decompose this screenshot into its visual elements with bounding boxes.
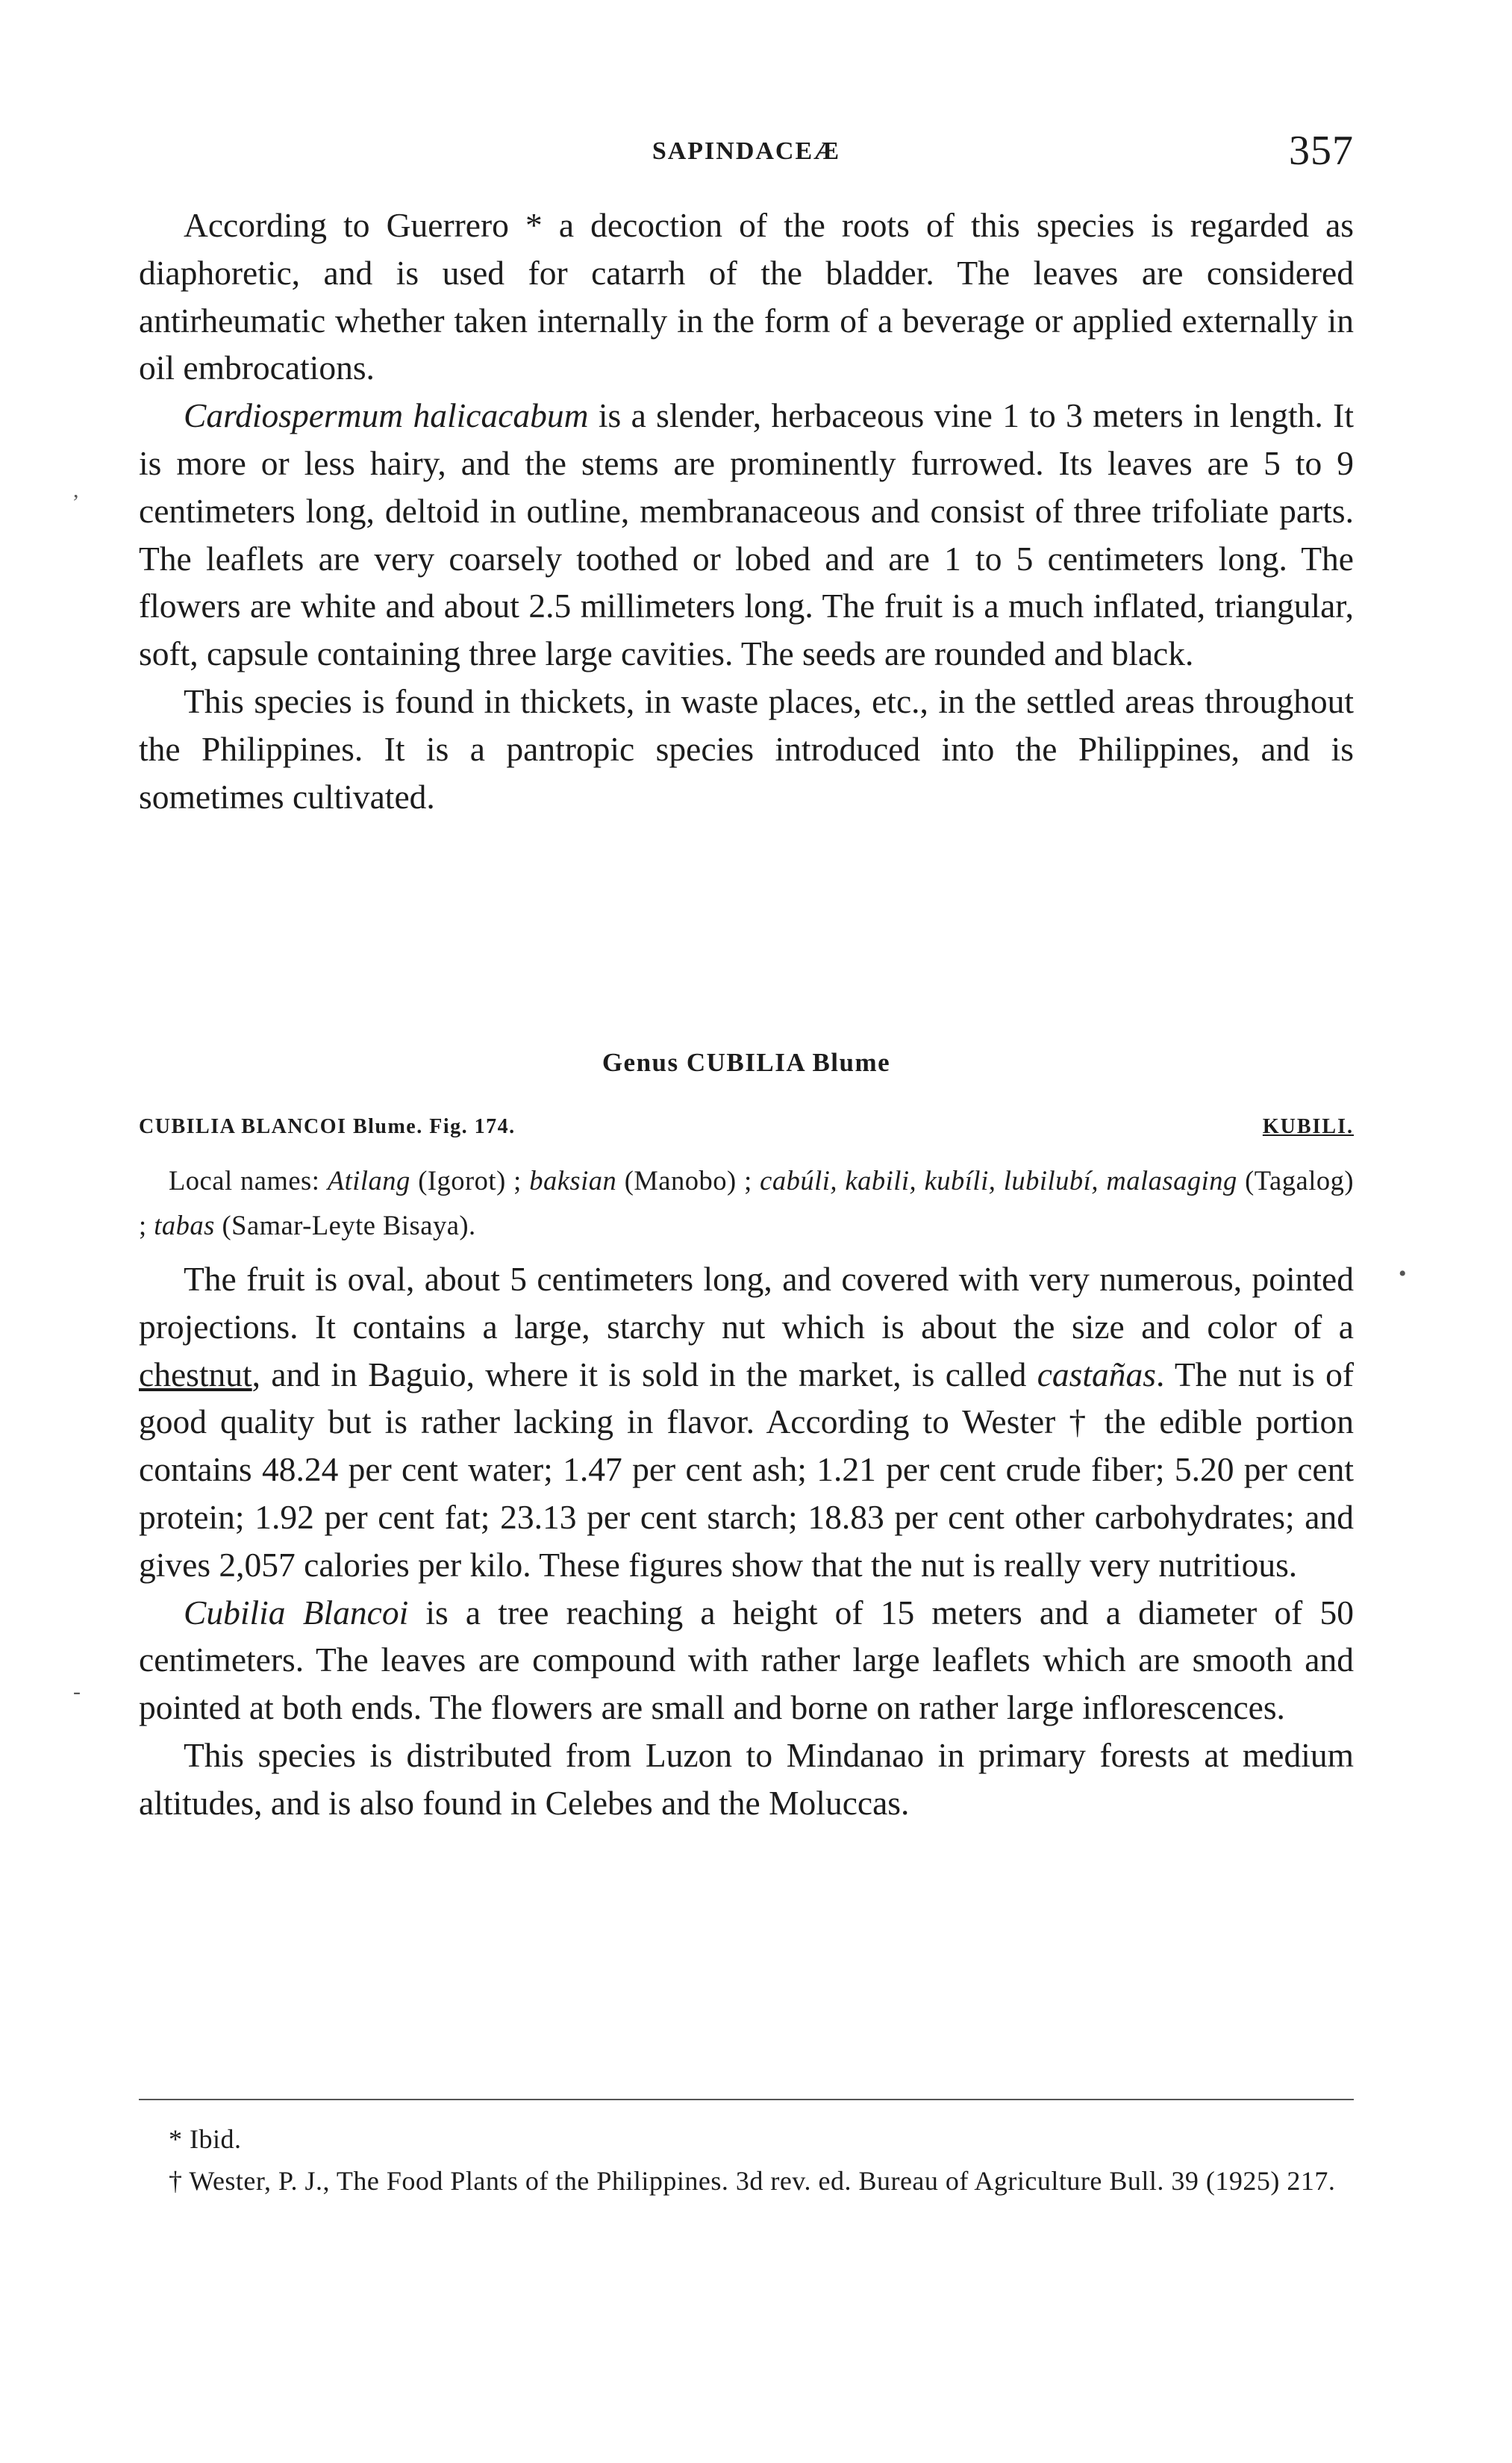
paragraph-cubilia-distribution: This species is distributed from Luzon to Mindanao in primary forests at medium altitudes, and is also found in Celebes and the Moluccas.: [139, 1735, 1354, 1822]
scientific-name: Cubilia Blancoi: [184, 1593, 409, 1632]
running-head: [139, 127, 1354, 179]
paragraph-cardiospermum-distribution: This species is found in thickets, in waste places, etc., in the settled areas throughout the Philippines. It is a pantropic species introduced into the Philippines, and is sometimes cultivated.: [139, 681, 1354, 816]
underlined-word: chestnut: [139, 1355, 252, 1393]
language: (Tagalog) ;: [139, 1165, 1354, 1240]
footnotes: [139, 2118, 1354, 2202]
paragraph-fruit-description: [139, 1255, 1354, 1589]
footnote-rule: [139, 2099, 1354, 2100]
local-name: tabas: [154, 1210, 215, 1240]
language: (Igorot) ;: [410, 1165, 530, 1196]
margin-mark: ,: [73, 478, 79, 502]
paragraph-cubilia-description: [139, 1589, 1354, 1732]
paragraph-text: is a slender, herbaceous vine 1 to 3 meters in length. It is more or less hairy, and the stems are prominently furrowed. Its leaves are 5 to 9 centimeters long, deltoid in outline, membranaceous and consist of three trifoliate parts. The leaflets are very coarsely toothed or lobed and are 1 to 5 centimeters long. The flowers are white and about 2.5 millimeters long. The fruit is a much inflated, triangular, soft, capsule containing three large cavities. The seeds are rounded and black.: [139, 396, 1354, 673]
local-names-label: Local names:: [169, 1165, 328, 1196]
local-name: baksian: [529, 1165, 617, 1196]
running-title: SAPINDACEÆ: [652, 137, 841, 165]
local-name: cabúli, kabili, kubíli, lubilubí, malasaging: [760, 1165, 1237, 1196]
footnote-wester: † Wester, P. J., The Food Plants of the Philippines. 3d rev. ed. Bureau of Agriculture Bull. 39 (1925) 217.: [169, 2166, 1336, 2196]
margin-mark: -: [73, 1679, 81, 1704]
paragraph-text: The fruit is oval, about 5 centimeters long, and covered with very numerous, pointed projections. It contains a large, starchy nut which is about the size and color of a: [139, 1260, 1354, 1346]
footnote-ibid: * Ibid.: [169, 2124, 242, 2154]
page-number: 357: [1289, 128, 1354, 174]
paragraph-cardiospermum-description: [139, 392, 1354, 678]
scientific-name: Cardiospermum halicacabum: [184, 396, 589, 435]
species-name: CUBILIA BLANCOI Blume. Fig. 174.: [139, 1115, 516, 1138]
paragraph-text: is a tree reaching a height of 15 meters and a diameter of 50 centimeters. The leaves are compound with rather large leaflets which are smooth and pointed at both ends. The flowers are small and borne on rather large inflorescences.: [139, 1593, 1354, 1727]
common-name: KUBILI.: [1262, 1115, 1354, 1138]
species-heading: [139, 1115, 1354, 1145]
paragraph-text: , and in Baguio, where it is sold in the market, is called: [252, 1355, 1037, 1393]
upper-body-text: [139, 202, 1354, 820]
italic-word: castañas: [1037, 1355, 1156, 1393]
genus-heading: Genus CUBILIA Blume: [602, 1048, 891, 1077]
paragraph-text: . The nut is of good quality but is rather lacking in flavor. According to Wester † the edible portion contains 48.24 per cent water; 1.47 per cent ash; 1.21 per cent crude fiber; 5.20 per cent protein; 1.92 per cent fat; 23.13 per cent starch; 18.83 per cent other carbohydrates; and gives 2,057 calories per kilo. These figures show that the nut is really very nutritious.: [139, 1355, 1355, 1584]
lower-body-text: [139, 1255, 1354, 1827]
local-name: Atilang: [327, 1165, 410, 1196]
language: (Samar-Leyte Bisaya).: [214, 1210, 476, 1240]
margin-mark: •: [1399, 1261, 1407, 1286]
local-names: [139, 1158, 1354, 1248]
paragraph-guerrero: According to Guerrero * a decoction of the roots of this species is regarded as diaphoretic, and is used for catarrh of the bladder. The leaves are considered antirheumatic whether taken internally in the form of a beverage or applied externally in oil embrocations.: [139, 206, 1354, 387]
language: (Manobo) ;: [616, 1165, 760, 1196]
local-names-block: [139, 1158, 1354, 1248]
